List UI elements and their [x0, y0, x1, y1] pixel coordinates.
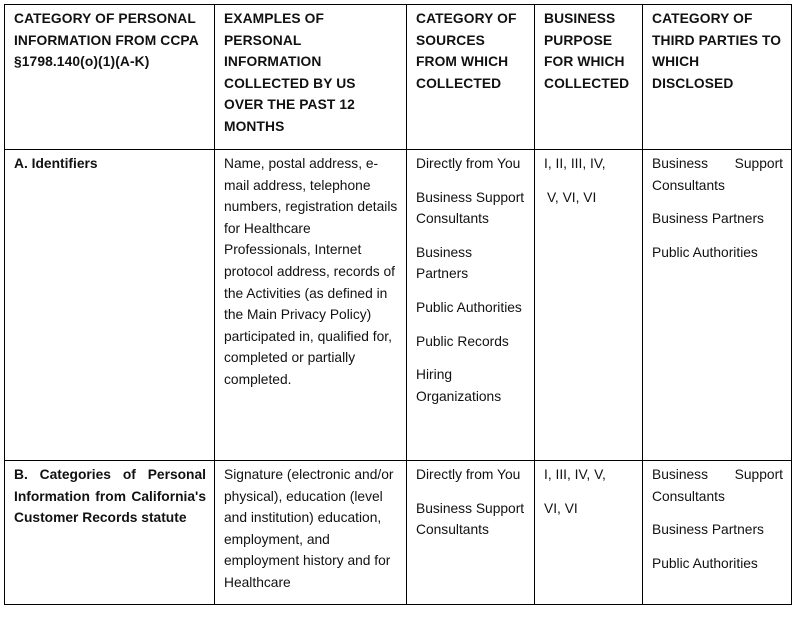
source-item: Public Authorities: [416, 299, 522, 315]
third-party-word: Consultants: [652, 488, 725, 504]
source-item: Hiring Organizations: [416, 367, 502, 404]
third-party-item: Public Authorities: [652, 555, 758, 571]
row-examples: Name, postal address, e-mail address, telephone numbers, registration details for Healthcare Professionals, Internet protocol address, records of the Activities (as defined in the Main Privacy Policy) participated in, qualified for, completed or partially completed.: [215, 150, 407, 461]
purpose-line: VI, VI: [544, 500, 578, 516]
row-sources: [407, 461, 535, 605]
row-third-parties: [643, 150, 792, 461]
row-category: B. Categories of Personal Information from California's Customer Records statute: [5, 461, 215, 605]
third-party-item: Business Partners: [652, 522, 764, 538]
third-party-item: [652, 153, 783, 196]
row-purposes: [535, 150, 643, 461]
row-sources: [407, 150, 535, 461]
third-party-word: Business: [652, 156, 708, 171]
row-purposes: [535, 461, 643, 605]
row-category: A. Identifiers: [5, 150, 215, 461]
row-examples: Signature (electronic and/or physical), education (level and institution) education, employment, and employment history and for Healthcare: [215, 461, 407, 605]
source-item: Public Records: [416, 333, 509, 349]
header-sources: CATEGORY OF SOURCES FROM WHICH COLLECTED: [407, 5, 535, 150]
source-item: Business Support Consultants: [416, 189, 525, 227]
row-third-parties: [643, 461, 792, 605]
third-party-word: Support: [734, 156, 783, 171]
source-item: Business Support Consultants: [416, 500, 525, 538]
purpose-line: I, III, IV, V,: [544, 467, 606, 482]
ccpa-categories-table: [4, 4, 792, 605]
header-examples: EXAMPLES OF PERSONAL INFORMATION COLLECTED BY US OVER THE PAST 12 MONTHS: [215, 5, 407, 150]
source-item: Business Partners: [416, 244, 472, 282]
header-business-purpose: BUSINESS PURPOSE FOR WHICH COLLECTED: [535, 5, 643, 150]
source-item: Directly from You: [416, 156, 521, 171]
third-party-item: [652, 464, 783, 507]
third-party-word: Support: [734, 467, 783, 482]
header-category: CATEGORY OF PERSONAL INFORMATION FROM CCPA §1798.140(o)(1)(A-K): [5, 5, 215, 150]
header-third-parties: CATEGORY OF THIRD PARTIES TO WHICH DISCLOSED: [643, 5, 792, 150]
third-party-item: Business Partners: [652, 211, 764, 227]
third-party-word: Consultants: [652, 177, 725, 193]
third-party-word: Business: [652, 467, 708, 482]
purpose-line: I, II, III, IV,: [544, 156, 606, 171]
table-row: [5, 150, 792, 461]
source-item: Directly from You: [416, 467, 521, 482]
third-party-item: Public Authorities: [652, 244, 758, 260]
table-row: [5, 461, 792, 605]
table-header-row: [5, 5, 792, 150]
purpose-line: V, VI, VI: [547, 189, 597, 205]
